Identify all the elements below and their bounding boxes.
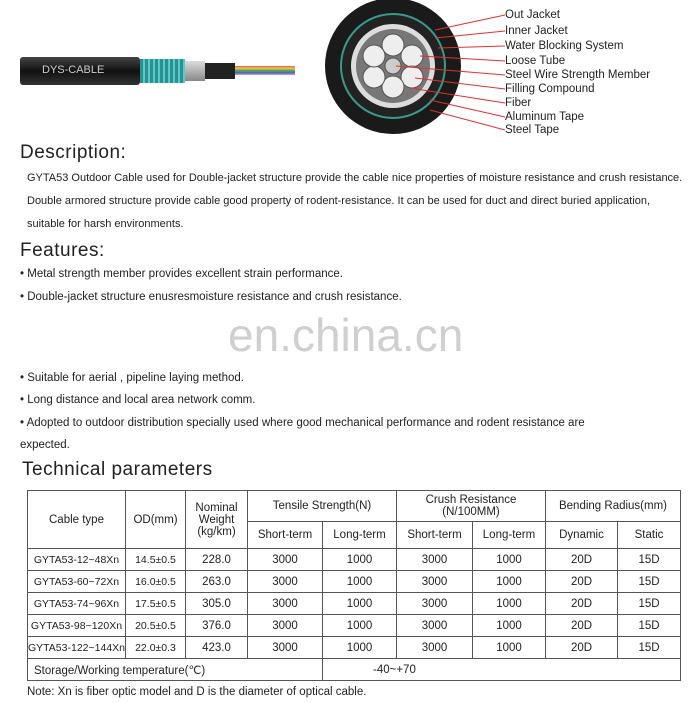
temperature-value: -40~+70 <box>323 659 681 681</box>
label-water-blocking: Water Blocking System <box>505 40 624 52</box>
features-title: Features: <box>20 240 105 261</box>
label-fiber: Fiber <box>505 97 532 109</box>
cross-section-diagram <box>320 0 510 140</box>
header-short-term: Short-term <box>248 522 323 549</box>
table-cell: 20.5±0.5 <box>126 615 186 637</box>
watermark: en.china.cn <box>228 309 464 361</box>
table-cell: 3000 <box>248 637 323 659</box>
table-note: Note: Xn is fiber optic model and D is the diameter of optical cable. <box>27 686 367 698</box>
header-tensile: Tensile Strength(N) <box>248 491 397 522</box>
table-cell: 3000 <box>397 593 473 615</box>
header-cable-type: Cable type <box>28 491 126 549</box>
label-out-jacket: Out Jacket <box>505 9 560 21</box>
table-cell: 423.0 <box>186 637 248 659</box>
table-cell: 3000 <box>397 549 473 571</box>
header-bending: Bending Radius(mm) <box>546 491 681 522</box>
table-cell: 17.5±0.5 <box>126 593 186 615</box>
feature-item: • Suitable for aerial , pipeline laying method. <box>20 372 244 384</box>
table-cell: 1000 <box>323 571 397 593</box>
table-cell: GYTA53-12~48Xn <box>28 549 126 571</box>
table-cell: 3000 <box>248 571 323 593</box>
table-cell: 1000 <box>473 593 546 615</box>
table-cell: 263.0 <box>186 571 248 593</box>
table-cell: 1000 <box>473 549 546 571</box>
cable-image <box>20 55 290 87</box>
cable-print: DYS-CABLE <box>42 64 105 76</box>
table-cell: 20D <box>546 593 618 615</box>
table-cell: 16.0±0.5 <box>126 571 186 593</box>
table-cell: GYTA53-98~120Xn <box>28 615 126 637</box>
header-dynamic: Dynamic <box>546 522 618 549</box>
table-cell: 3000 <box>397 571 473 593</box>
header-long-term: Long-term <box>323 522 397 549</box>
parameters-table <box>27 490 681 681</box>
header-crush: Crush Resistance (N/100MM) <box>397 491 546 522</box>
table-cell: 376.0 <box>186 615 248 637</box>
table-cell: GYTA53-60~72Xn <box>28 571 126 593</box>
table-cell: 3000 <box>397 615 473 637</box>
table-cell: 228.0 <box>186 549 248 571</box>
table-cell: GYTA53-122~144Xn <box>28 637 126 659</box>
table-cell: 1000 <box>323 637 397 659</box>
label-inner-jacket: Inner Jacket <box>505 25 568 37</box>
table-cell: 20D <box>546 549 618 571</box>
header-weight: Nominal Weight (kg/km) <box>186 491 248 549</box>
feature-item: • Double-jacket structure enusresmoisture resistance and crush resistance. <box>20 291 402 303</box>
feature-item: • Metal strength member provides excellent strain performance. <box>20 268 343 280</box>
table-cell: 305.0 <box>186 593 248 615</box>
table-cell: 1000 <box>323 615 397 637</box>
table-cell: 15D <box>618 571 681 593</box>
table-cell: 20D <box>546 615 618 637</box>
description-text: GYTA53 Outdoor Cable used for Double-jacket structure provide the cable nice properties of moisture resistance and crush resistance. Double armored structure provide cable good property of rodent-resistance. It can be used for duct and direct buried application, suitable for harsh environments. <box>27 172 683 230</box>
table-cell: 15D <box>618 593 681 615</box>
label-filling: Filling Compound <box>505 83 595 95</box>
technical-title: Technical parameters <box>22 459 213 480</box>
table-cell: 14.5±0.5 <box>126 549 186 571</box>
table-cell: 15D <box>618 637 681 659</box>
table-row <box>28 593 681 615</box>
table-cell: 1000 <box>323 593 397 615</box>
table-row <box>28 615 681 637</box>
label-steel-wire: Steel Wire Strength Member <box>505 69 651 81</box>
table-cell: 20D <box>546 571 618 593</box>
header-od: OD(mm) <box>126 491 186 549</box>
table-row <box>28 637 681 659</box>
table-cell: GYTA53-74~96Xn <box>28 593 126 615</box>
table-cell: 1000 <box>473 637 546 659</box>
table-cell: 20D <box>546 637 618 659</box>
table-cell: 3000 <box>248 549 323 571</box>
table-cell: 1000 <box>323 549 397 571</box>
feature-item: • Adopted to outdoor distribution specially used where good mechanical performance and rodent resistance are expected. <box>20 417 585 451</box>
table-cell: 22.0±0.3 <box>126 637 186 659</box>
table-cell: 3000 <box>248 615 323 637</box>
header-long-term: Long-term <box>473 522 546 549</box>
header-short-term: Short-term <box>397 522 473 549</box>
table-cell: 3000 <box>397 637 473 659</box>
feature-item: • Long distance and local area network comm. <box>20 394 256 406</box>
label-steel-tape: Steel Tape <box>505 124 560 136</box>
table-cell: 1000 <box>473 571 546 593</box>
table-cell: 15D <box>618 549 681 571</box>
label-aluminum-tape: Aluminum Tape <box>505 111 585 123</box>
header-static: Static <box>618 522 681 549</box>
table-row <box>28 571 681 593</box>
table-cell: 3000 <box>248 593 323 615</box>
table-cell: 15D <box>618 615 681 637</box>
description-title: Description: <box>20 142 127 163</box>
table-row <box>28 549 681 571</box>
table-cell: 1000 <box>473 615 546 637</box>
label-loose-tube: Loose Tube <box>505 55 566 67</box>
temperature-label: Storage/Working temperature(℃) <box>28 659 323 681</box>
